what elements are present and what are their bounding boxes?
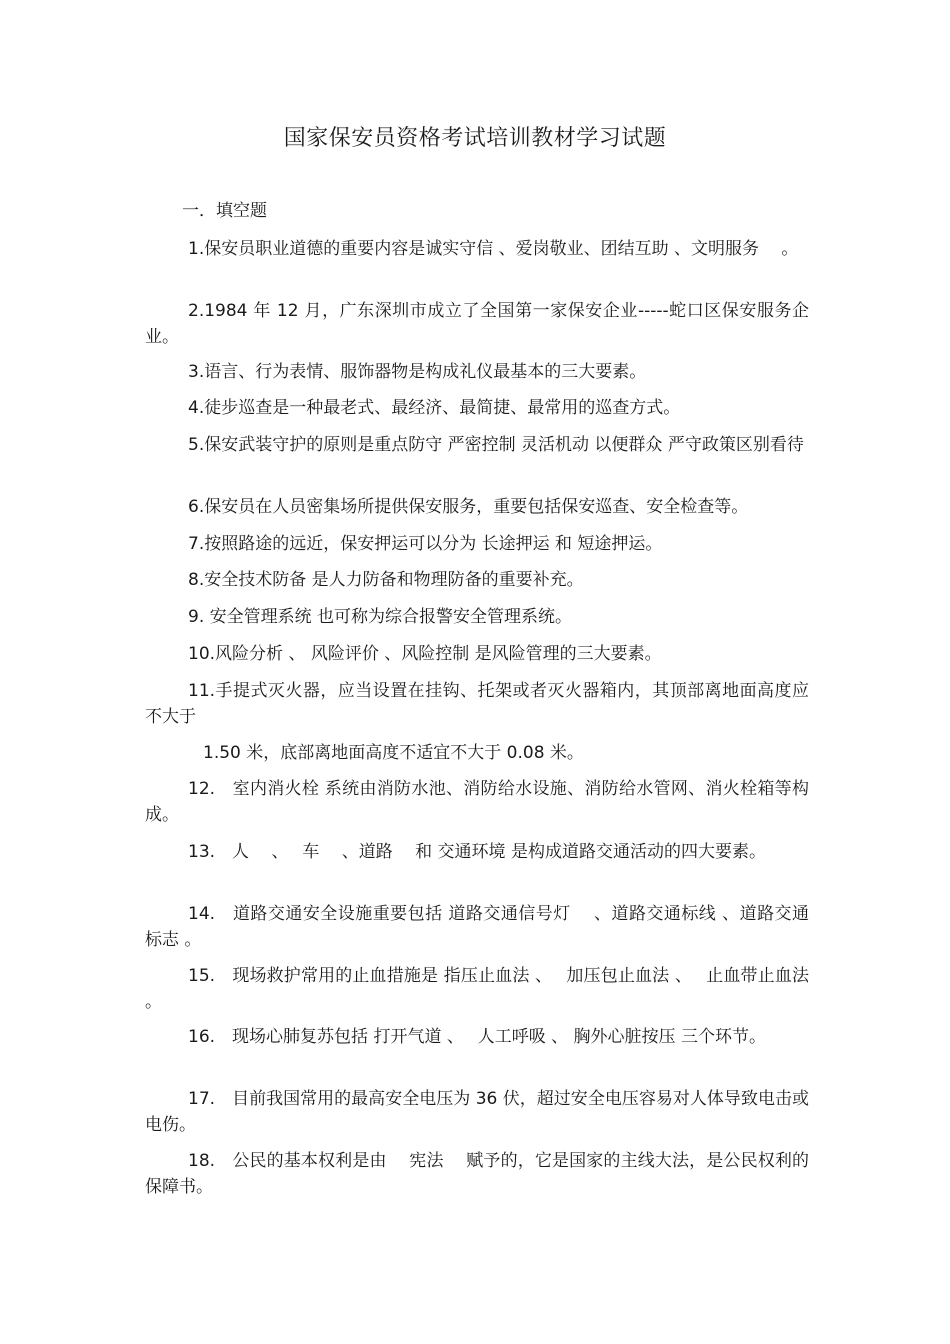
question-15: 15. 现场救护常用的止血措施是 指压止血法 、 加压包止血法 、 止血带止血法 。 xyxy=(145,966,809,1012)
question-4: 4.徒步巡查是一种最老式、最经济、最简捷、最常用的巡查方式。 xyxy=(188,398,681,418)
question-14: 14. 道路交通安全设施重要包括 道路交通信号灯 、道路交通标线 、道路交通标志 。 xyxy=(145,904,809,950)
question-6: 6.保安员在人员密集场所提供保安服务，重要包括保安巡查、安全检查等。 xyxy=(188,497,749,517)
question-3: 3.语言、行为表情、服饰器物是构成礼仪最基本的三大要素。 xyxy=(188,362,647,382)
question-5: 5.保安武装守护的原则是重点防守 严密控制 灵活机动 以便群众 严守政策区别看待 xyxy=(188,435,804,455)
question-16: 16. 现场心肺复苏包括 打开气道 、 人工呼吸 、 胸外心脏按压 三个环节。 xyxy=(188,1027,766,1047)
question-9: 9. 安全管理系统 也可称为综合报警安全管理系统。 xyxy=(188,607,573,627)
question-8: 8.安全技术防备 是人力防备和物理防备的重要补充。 xyxy=(188,570,584,590)
question-11: 11.手提式灭火器，应当设置在挂钩、托架或者灭火器箱内，其顶部离地面高度应不大于 xyxy=(145,681,809,727)
section-heading: 一．填空题 xyxy=(182,201,267,221)
question-2: 2.1984 年 12 月，广东深圳市成立了全国第一家保安企业-----蛇口区保安服务企业。 xyxy=(145,301,809,347)
question-1: 1.保安员职业道德的重要内容是诚实守信 、爱岗敬业、团结互助 、文明服务 。 xyxy=(188,239,799,259)
question-13: 13. 人 、 车 、道路 和 交通环境 是构成道路交通活动的四大要素。 xyxy=(188,842,766,862)
question-11-continued: 1.50 米，底部离地面高度不适宜不大于 0.08 米。 xyxy=(203,743,584,763)
question-10: 10.风险分析 、 风险评价 、风险控制 是风险管理的三大要素。 xyxy=(188,644,662,664)
question-18: 18. 公民的基本权利是由 宪法 赋予的，它是国家的主线大法，是公民权利的保障书。 xyxy=(145,1151,809,1197)
question-17: 17. 目前我国常用的最高安全电压为 36 伏，超过安全电压容易对人体导致电击或电伤。 xyxy=(145,1089,809,1135)
document-title: 国家保安员资格考试培训教材学习试题 xyxy=(283,126,667,151)
question-7: 7.按照路途的远近，保安押运可以分为 长途押运 和 短途押运。 xyxy=(188,534,663,554)
question-12: 12. 室内消火栓 系统由消防水池、消防给水设施、消防给水管网、消火栓箱等构成。 xyxy=(145,779,809,825)
